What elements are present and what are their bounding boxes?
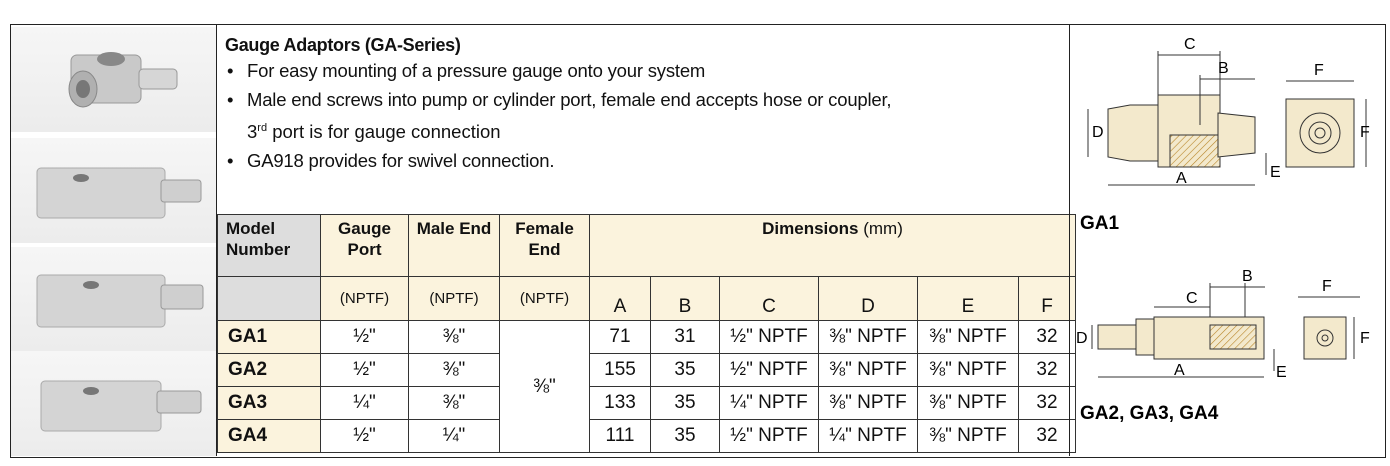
ga1-side-view — [1088, 36, 1281, 187]
svg-text:F: F — [1360, 330, 1370, 347]
product-photo-3 — [11, 247, 216, 352]
drawings-svg — [1070, 25, 1386, 456]
table-row: GA1 ½" ⅜" ⅜" 71 31 ½" NPTF ⅜" NPTF ⅜" NPTF 32 — [218, 321, 1076, 354]
product-photos — [11, 25, 217, 456]
table-row: GA4 ½" ¼" 111 35 ½" NPTF ¼" NPTF ⅜" NPTF 32 — [218, 420, 1076, 453]
unit-gauge: (NPTF) — [321, 277, 409, 321]
header-gauge-port: Gauge Port — [321, 215, 409, 277]
col-a: A — [590, 277, 651, 321]
product-photo-2 — [11, 138, 216, 243]
product-title: Gauge Adaptors (GA-Series) — [225, 35, 461, 55]
svg-text:D: D — [1092, 124, 1104, 141]
header-model-number: Model Number — [218, 215, 321, 277]
female-end-shared: ⅜" — [500, 321, 590, 453]
svg-text:C: C — [1184, 36, 1196, 53]
unit-female: (NPTF) — [500, 277, 590, 321]
spec-table — [217, 214, 1076, 453]
svg-text:E: E — [1276, 364, 1287, 381]
svg-text:F: F — [1322, 278, 1332, 295]
svg-text:B: B — [1218, 60, 1229, 77]
ga234-label: GA2, GA3, GA4 — [1080, 403, 1219, 424]
col-c: C — [720, 277, 819, 321]
svg-text:C: C — [1186, 290, 1198, 307]
bullet-2: • Male end screws into pump or cylinder port, female end accepts hose or coupler, — [225, 85, 1055, 114]
col-e: E — [918, 277, 1019, 321]
bullet-1: • For easy mounting of a pressure gauge onto your system — [225, 56, 1055, 85]
product-panel — [10, 24, 1386, 458]
product-photo-4 — [11, 351, 216, 456]
description — [225, 35, 1055, 175]
ga234-end-view — [1298, 278, 1370, 359]
svg-text:A: A — [1176, 170, 1187, 187]
col-d: D — [819, 277, 918, 321]
svg-text:A: A — [1174, 362, 1185, 379]
technical-drawings — [1069, 25, 1386, 456]
svg-text:D: D — [1076, 330, 1088, 347]
table-row: GA2 ½" ⅜" 155 35 ½" NPTF ⅜" NPTF ⅜" NPTF 32 — [218, 354, 1076, 387]
table-row: GA3 ¼" ⅜" 133 35 ¼" NPTF ⅜" NPTF ⅜" NPTF 32 — [218, 387, 1076, 420]
ga234-side-view — [1076, 268, 1287, 381]
header-female-end: Female End — [500, 215, 590, 277]
svg-text:B: B — [1242, 268, 1253, 285]
header-dimensions: Dimensions (mm) — [590, 215, 1076, 277]
bullet-2-continuation: 3rd port is for gauge connection — [247, 121, 501, 143]
header-model-spacer — [218, 277, 321, 321]
svg-text:F: F — [1314, 62, 1324, 79]
col-b: B — [651, 277, 720, 321]
product-photo-1 — [11, 27, 216, 132]
col-f: F — [1019, 277, 1076, 321]
bullet-3: • GA918 provides for swivel connection. — [225, 146, 1055, 175]
ga1-label: GA1 — [1080, 213, 1120, 234]
ga1-end-view — [1286, 62, 1370, 167]
header-male-end: Male End — [409, 215, 500, 277]
svg-text:E: E — [1270, 164, 1281, 181]
unit-male: (NPTF) — [409, 277, 500, 321]
svg-text:F: F — [1360, 124, 1370, 141]
